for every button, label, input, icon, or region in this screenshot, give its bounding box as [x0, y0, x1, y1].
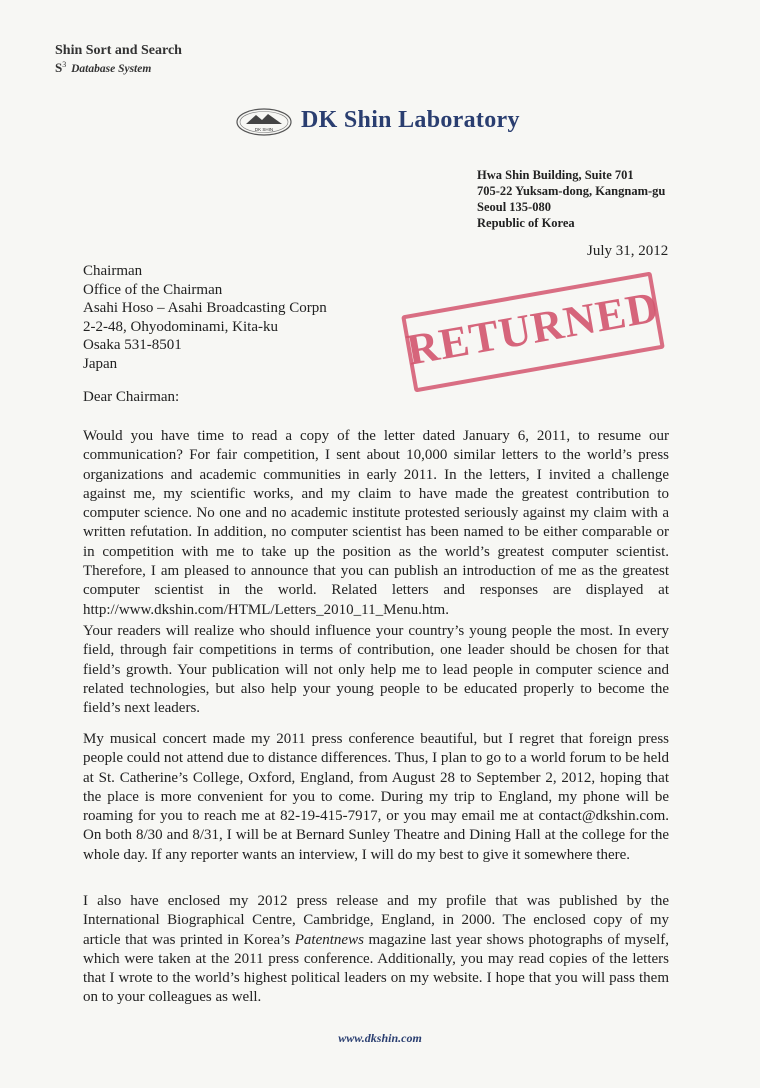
- address-line: 705-22 Yuksam-dong, Kangnam-gu: [477, 184, 666, 198]
- p4-magazine-name: Patentnews: [294, 931, 364, 948]
- sender-address: [477, 167, 665, 231]
- address-line: Seoul 135-080: [477, 200, 551, 214]
- body-paragraph-3: My musical concert made my 2011 press conference beautiful, but I regret that foreign press people could not attend due to distance differences. Thus, I plan to go to a world forum to be held at St. Catherine’s College, Oxford, England, from August 28 to September 2, 2012, hoping that the place is more convenient for you to come. During my trip to England, my phone will be roaming for you to reach me at 82-19-415-7917, or you may email me at contact@dkshin.com. On both 8/30 and 8/31, I will be at Bernard Sunley Theatre and Dining Hall at the college for the whole day. If any reporter wants an interview, I will do my best to give it somewhere there.: [83, 731, 669, 863]
- body-paragraph-4: [83, 892, 669, 1008]
- stamp-text: RETURNED: [403, 282, 663, 375]
- salutation: Dear Chairman:: [83, 389, 180, 405]
- recipient-line: Osaka 531-8501: [83, 337, 182, 353]
- returned-stamp: [401, 272, 665, 393]
- p4-text-after: magazine last year shows photographs of myself, which were taken at the 2011 press conference. Additionally, you may read copies of the letters that I wrote to the world’s highest political leaders on my website. I hope that you will pass them on to your colleagues as well.: [83, 931, 669, 1006]
- system-title: Shin Sort and Search: [55, 43, 182, 58]
- recipient-line: 2-2-48, Ohyodominami, Kita-ku: [83, 318, 278, 335]
- recipient-line: Asahi Hoso – Asahi Broadcasting Corpn: [83, 300, 327, 316]
- body-paragraph-1: Would you have time to read a copy of the letter dated January 6, 2011, to resume our communication? For fair competition, I sent about 10,000 similar letters to the world’s press organizations and academic communities in early 2011. In the letters, I invited a challenge against me, my scientific works, and my claim to have made the greatest contribution to computer science. No one and no academic institute protested seriously against my claim with a written refutation. In addition, no computer scientist has been named to be either comparable or in competition with me to take up the position as the world’s greatest computer scientist. Therefore, I am pleased to announce that you can publish an introduction of me as the greatest computer scientist in the world. Related letters and responses are displayed at http://www.dkshin.com/HTML/Letters_2010_11_Menu.htm.: [83, 428, 669, 618]
- body-paragraph-2: Your readers will realize who should influence your country’s young people the most. In every field, through fair competitions in terms of contribution, one leader should be chosen for that field’s growth. Your publication will not only help me to lead people in computer science and related technologies, but also help your young people to be educated properly to become the field’s next leaders.: [83, 623, 669, 717]
- address-line: Republic of Korea: [477, 216, 575, 230]
- recipient-address: [83, 262, 327, 373]
- lab-logo: [236, 108, 292, 136]
- footer-website: www.dkshin.com: [338, 1031, 422, 1045]
- system-sub-sup: 3: [62, 60, 67, 70]
- p4-text-before: I also have enclosed my 2012 press release and my profile that was published by the International Biographical Centre, Cambridge, England, in 2000. The enclosed copy of my article that was printed in Korea’s: [83, 893, 669, 948]
- system-sub-rest: Database System: [71, 63, 152, 75]
- recipient-line: Office of the Chairman: [83, 281, 223, 298]
- letter-date: July 31, 2012: [587, 243, 669, 259]
- lab-name: DK Shin Laboratory: [301, 107, 520, 133]
- recipient-line: Chairman: [83, 263, 143, 279]
- logo-text: DK SHIN: [254, 127, 274, 132]
- recipient-line: Japan: [83, 355, 118, 372]
- address-line: Hwa Shin Building, Suite 701: [477, 168, 634, 182]
- system-sub-prefix: S: [55, 60, 63, 75]
- system-subtitle: [55, 60, 151, 76]
